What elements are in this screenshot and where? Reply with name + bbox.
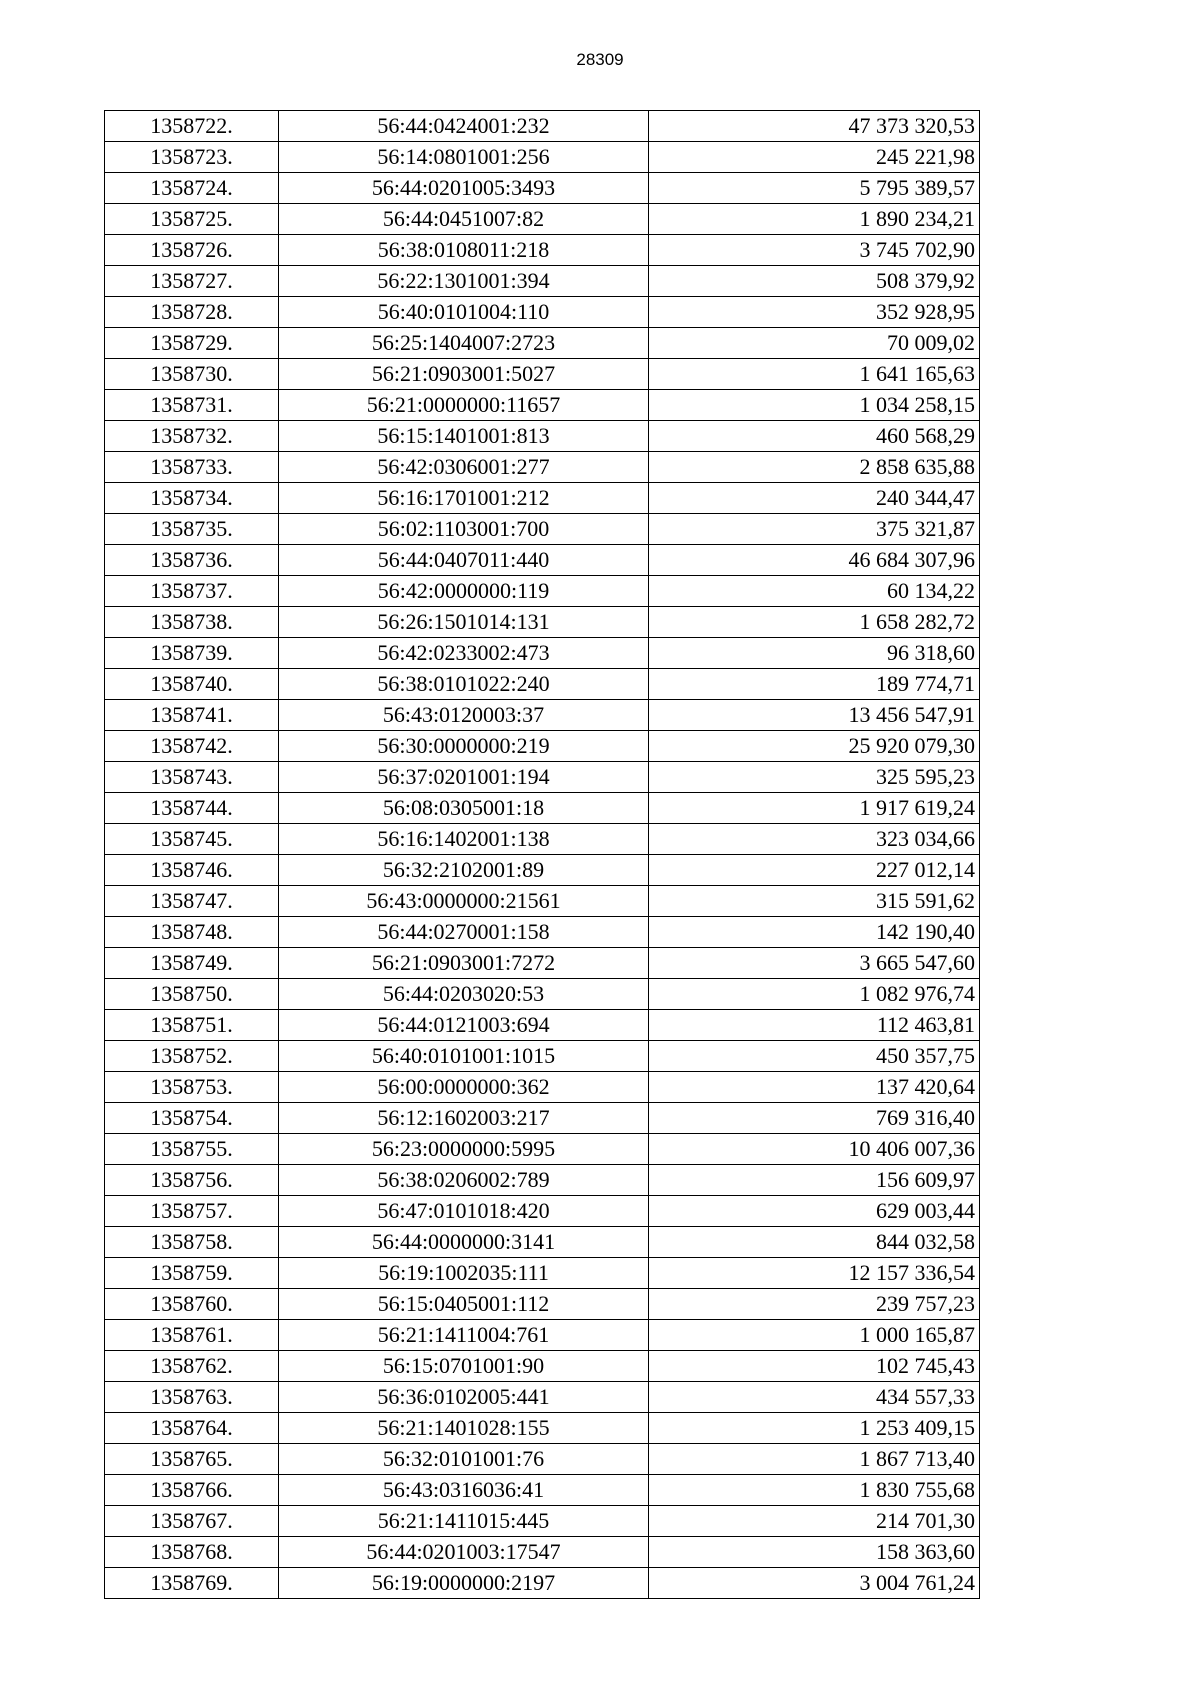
cadastral-value-cell: 240 344,47	[649, 483, 980, 514]
cadastral-number-cell: 56:44:0201003:17547	[279, 1537, 649, 1568]
cadastral-value-cell: 156 609,97	[649, 1165, 980, 1196]
cadastral-value-cell: 1 000 165,87	[649, 1320, 980, 1351]
table-row	[105, 235, 980, 266]
row-number-cell: 1358742.	[105, 731, 279, 762]
cadastral-number-cell: 56:25:1404007:2723	[279, 328, 649, 359]
row-number-cell: 1358730.	[105, 359, 279, 390]
table-row	[105, 1475, 980, 1506]
table-row	[105, 669, 980, 700]
table-row	[105, 1320, 980, 1351]
table-row	[105, 762, 980, 793]
cadastral-number-cell: 56:26:1501014:131	[279, 607, 649, 638]
table-row	[105, 1072, 980, 1103]
row-number-cell: 1358758.	[105, 1227, 279, 1258]
cadastral-value-cell: 352 928,95	[649, 297, 980, 328]
table-row	[105, 1568, 980, 1599]
table-row	[105, 1165, 980, 1196]
cadastral-number-cell: 56:47:0101018:420	[279, 1196, 649, 1227]
table-row	[105, 1382, 980, 1413]
cadastral-value-cell: 2 858 635,88	[649, 452, 980, 483]
table-row	[105, 1227, 980, 1258]
cadastral-value-cell: 142 190,40	[649, 917, 980, 948]
cadastral-value-cell: 450 357,75	[649, 1041, 980, 1072]
row-number-cell: 1358722.	[105, 111, 279, 142]
cadastral-number-cell: 56:23:0000000:5995	[279, 1134, 649, 1165]
row-number-cell: 1358765.	[105, 1444, 279, 1475]
table-row	[105, 793, 980, 824]
cadastral-value-cell: 245 221,98	[649, 142, 980, 173]
table-row	[105, 576, 980, 607]
table-row	[105, 979, 980, 1010]
cadastral-number-cell: 56:15:0405001:112	[279, 1289, 649, 1320]
row-number-cell: 1358749.	[105, 948, 279, 979]
cadastral-number-cell: 56:43:0120003:37	[279, 700, 649, 731]
cadastral-value-cell: 1 890 234,21	[649, 204, 980, 235]
row-number-cell: 1358735.	[105, 514, 279, 545]
table-row	[105, 452, 980, 483]
cadastral-number-cell: 56:21:1411004:761	[279, 1320, 649, 1351]
cadastral-value-cell: 112 463,81	[649, 1010, 980, 1041]
table-row	[105, 1103, 980, 1134]
cadastral-value-cell: 434 557,33	[649, 1382, 980, 1413]
cadastral-value-cell: 47 373 320,53	[649, 111, 980, 142]
row-number-cell: 1358760.	[105, 1289, 279, 1320]
cadastral-value-cell: 46 684 307,96	[649, 545, 980, 576]
table-row	[105, 700, 980, 731]
cadastral-number-cell: 56:36:0102005:441	[279, 1382, 649, 1413]
cadastral-number-cell: 56:44:0270001:158	[279, 917, 649, 948]
table-row	[105, 855, 980, 886]
cadastral-value-cell: 239 757,23	[649, 1289, 980, 1320]
row-number-cell: 1358747.	[105, 886, 279, 917]
cadastral-value-cell: 629 003,44	[649, 1196, 980, 1227]
cadastral-number-cell: 56:43:0000000:21561	[279, 886, 649, 917]
cadastral-number-cell: 56:15:0701001:90	[279, 1351, 649, 1382]
row-number-cell: 1358732.	[105, 421, 279, 452]
cadastral-number-cell: 56:40:0101001:1015	[279, 1041, 649, 1072]
cadastral-value-cell: 1 830 755,68	[649, 1475, 980, 1506]
cadastral-number-cell: 56:14:0801001:256	[279, 142, 649, 173]
cadastral-value-cell: 323 034,66	[649, 824, 980, 855]
cadastral-value-cell: 3 665 547,60	[649, 948, 980, 979]
row-number-cell: 1358744.	[105, 793, 279, 824]
row-number-cell: 1358767.	[105, 1506, 279, 1537]
row-number-cell: 1358725.	[105, 204, 279, 235]
row-number-cell: 1358745.	[105, 824, 279, 855]
cadastral-value-cell: 60 134,22	[649, 576, 980, 607]
table-row	[105, 917, 980, 948]
table-row	[105, 948, 980, 979]
cadastral-value-table	[104, 110, 980, 1599]
table-row	[105, 1444, 980, 1475]
cadastral-value-cell: 1 082 976,74	[649, 979, 980, 1010]
cadastral-value-cell: 214 701,30	[649, 1506, 980, 1537]
page-number: 28309	[576, 50, 624, 69]
cadastral-number-cell: 56:44:0203020:53	[279, 979, 649, 1010]
table-row	[105, 1010, 980, 1041]
table-row	[105, 142, 980, 173]
table-row	[105, 111, 980, 142]
row-number-cell: 1358740.	[105, 669, 279, 700]
cadastral-number-cell: 56:42:0233002:473	[279, 638, 649, 669]
cadastral-number-cell: 56:42:0000000:119	[279, 576, 649, 607]
cadastral-value-cell: 315 591,62	[649, 886, 980, 917]
table-body	[105, 111, 980, 1599]
cadastral-value-cell: 70 009,02	[649, 328, 980, 359]
row-number-cell: 1358763.	[105, 1382, 279, 1413]
cadastral-number-cell: 56:21:0000000:11657	[279, 390, 649, 421]
row-number-cell: 1358755.	[105, 1134, 279, 1165]
cadastral-number-cell: 56:43:0316036:41	[279, 1475, 649, 1506]
row-number-cell: 1358751.	[105, 1010, 279, 1041]
row-number-cell: 1358766.	[105, 1475, 279, 1506]
cadastral-value-cell: 1 867 713,40	[649, 1444, 980, 1475]
cadastral-value-cell: 769 316,40	[649, 1103, 980, 1134]
table-row	[105, 1289, 980, 1320]
cadastral-number-cell: 56:44:0407011:440	[279, 545, 649, 576]
row-number-cell: 1358734.	[105, 483, 279, 514]
row-number-cell: 1358746.	[105, 855, 279, 886]
row-number-cell: 1358736.	[105, 545, 279, 576]
table-row	[105, 297, 980, 328]
cadastral-value-cell: 5 795 389,57	[649, 173, 980, 204]
table-row	[105, 390, 980, 421]
cadastral-number-cell: 56:16:1701001:212	[279, 483, 649, 514]
row-number-cell: 1358728.	[105, 297, 279, 328]
table-row	[105, 1537, 980, 1568]
cadastral-value-cell: 137 420,64	[649, 1072, 980, 1103]
cadastral-number-cell: 56:21:1411015:445	[279, 1506, 649, 1537]
cadastral-value-cell: 189 774,71	[649, 669, 980, 700]
row-number-cell: 1358731.	[105, 390, 279, 421]
row-number-cell: 1358761.	[105, 1320, 279, 1351]
cadastral-number-cell: 56:00:0000000:362	[279, 1072, 649, 1103]
cadastral-value-cell: 3 004 761,24	[649, 1568, 980, 1599]
cadastral-number-cell: 56:44:0121003:694	[279, 1010, 649, 1041]
row-number-cell: 1358769.	[105, 1568, 279, 1599]
cadastral-number-cell: 56:40:0101004:110	[279, 297, 649, 328]
row-number-cell: 1358752.	[105, 1041, 279, 1072]
cadastral-number-cell: 56:19:1002035:111	[279, 1258, 649, 1289]
row-number-cell: 1358764.	[105, 1413, 279, 1444]
cadastral-number-cell: 56:12:1602003:217	[279, 1103, 649, 1134]
cadastral-value-cell: 1 253 409,15	[649, 1413, 980, 1444]
cadastral-number-cell: 56:15:1401001:813	[279, 421, 649, 452]
cadastral-value-cell: 325 595,23	[649, 762, 980, 793]
cadastral-number-cell: 56:08:0305001:18	[279, 793, 649, 824]
row-number-cell: 1358741.	[105, 700, 279, 731]
row-number-cell: 1358756.	[105, 1165, 279, 1196]
cadastral-value-cell: 25 920 079,30	[649, 731, 980, 762]
table-row	[105, 1196, 980, 1227]
row-number-cell: 1358757.	[105, 1196, 279, 1227]
cadastral-value-cell: 13 456 547,91	[649, 700, 980, 731]
cadastral-number-cell: 56:30:0000000:219	[279, 731, 649, 762]
cadastral-number-cell: 56:38:0206002:789	[279, 1165, 649, 1196]
cadastral-number-cell: 56:21:0903001:5027	[279, 359, 649, 390]
row-number-cell: 1358724.	[105, 173, 279, 204]
table-row	[105, 173, 980, 204]
table-row	[105, 328, 980, 359]
cadastral-number-cell: 56:44:0201005:3493	[279, 173, 649, 204]
table-row	[105, 1041, 980, 1072]
table-row	[105, 1413, 980, 1444]
cadastral-value-cell: 844 032,58	[649, 1227, 980, 1258]
cadastral-number-cell: 56:19:0000000:2197	[279, 1568, 649, 1599]
table-row	[105, 545, 980, 576]
cadastral-number-cell: 56:42:0306001:277	[279, 452, 649, 483]
row-number-cell: 1358754.	[105, 1103, 279, 1134]
cadastral-value-cell: 1 658 282,72	[649, 607, 980, 638]
table-row	[105, 204, 980, 235]
table-row	[105, 421, 980, 452]
cadastral-value-cell: 3 745 702,90	[649, 235, 980, 266]
cadastral-value-cell: 1 917 619,24	[649, 793, 980, 824]
table-row	[105, 607, 980, 638]
cadastral-number-cell: 56:21:1401028:155	[279, 1413, 649, 1444]
cadastral-value-cell: 460 568,29	[649, 421, 980, 452]
table-row	[105, 1258, 980, 1289]
cadastral-number-cell: 56:44:0451007:82	[279, 204, 649, 235]
table-row	[105, 824, 980, 855]
cadastral-number-cell: 56:22:1301001:394	[279, 266, 649, 297]
row-number-cell: 1358768.	[105, 1537, 279, 1568]
cadastral-value-cell: 102 745,43	[649, 1351, 980, 1382]
row-number-cell: 1358726.	[105, 235, 279, 266]
row-number-cell: 1358727.	[105, 266, 279, 297]
row-number-cell: 1358729.	[105, 328, 279, 359]
cadastral-number-cell: 56:38:0108011:218	[279, 235, 649, 266]
cadastral-number-cell: 56:32:2102001:89	[279, 855, 649, 886]
table-row	[105, 1351, 980, 1382]
row-number-cell: 1358762.	[105, 1351, 279, 1382]
cadastral-number-cell: 56:44:0424001:232	[279, 111, 649, 142]
row-number-cell: 1358750.	[105, 979, 279, 1010]
cadastral-value-cell: 1 034 258,15	[649, 390, 980, 421]
table-row	[105, 514, 980, 545]
cadastral-value-cell: 158 363,60	[649, 1537, 980, 1568]
cadastral-value-cell: 10 406 007,36	[649, 1134, 980, 1165]
table-row	[105, 731, 980, 762]
table-row	[105, 886, 980, 917]
row-number-cell: 1358759.	[105, 1258, 279, 1289]
row-number-cell: 1358738.	[105, 607, 279, 638]
cadastral-value-cell: 375 321,87	[649, 514, 980, 545]
row-number-cell: 1358753.	[105, 1072, 279, 1103]
cadastral-number-cell: 56:37:0201001:194	[279, 762, 649, 793]
table-row	[105, 266, 980, 297]
cadastral-number-cell: 56:02:1103001:700	[279, 514, 649, 545]
table-row	[105, 1506, 980, 1537]
table-row	[105, 638, 980, 669]
row-number-cell: 1358739.	[105, 638, 279, 669]
cadastral-number-cell: 56:21:0903001:7272	[279, 948, 649, 979]
table-row	[105, 1134, 980, 1165]
row-number-cell: 1358743.	[105, 762, 279, 793]
cadastral-value-cell: 508 379,92	[649, 266, 980, 297]
row-number-cell: 1358748.	[105, 917, 279, 948]
cadastral-value-cell: 1 641 165,63	[649, 359, 980, 390]
cadastral-value-cell: 96 318,60	[649, 638, 980, 669]
table-row	[105, 359, 980, 390]
cadastral-value-cell: 12 157 336,54	[649, 1258, 980, 1289]
row-number-cell: 1358723.	[105, 142, 279, 173]
cadastral-number-cell: 56:38:0101022:240	[279, 669, 649, 700]
cadastral-number-cell: 56:16:1402001:138	[279, 824, 649, 855]
table-row	[105, 483, 980, 514]
row-number-cell: 1358737.	[105, 576, 279, 607]
cadastral-number-cell: 56:32:0101001:76	[279, 1444, 649, 1475]
row-number-cell: 1358733.	[105, 452, 279, 483]
cadastral-number-cell: 56:44:0000000:3141	[279, 1227, 649, 1258]
cadastral-value-cell: 227 012,14	[649, 855, 980, 886]
